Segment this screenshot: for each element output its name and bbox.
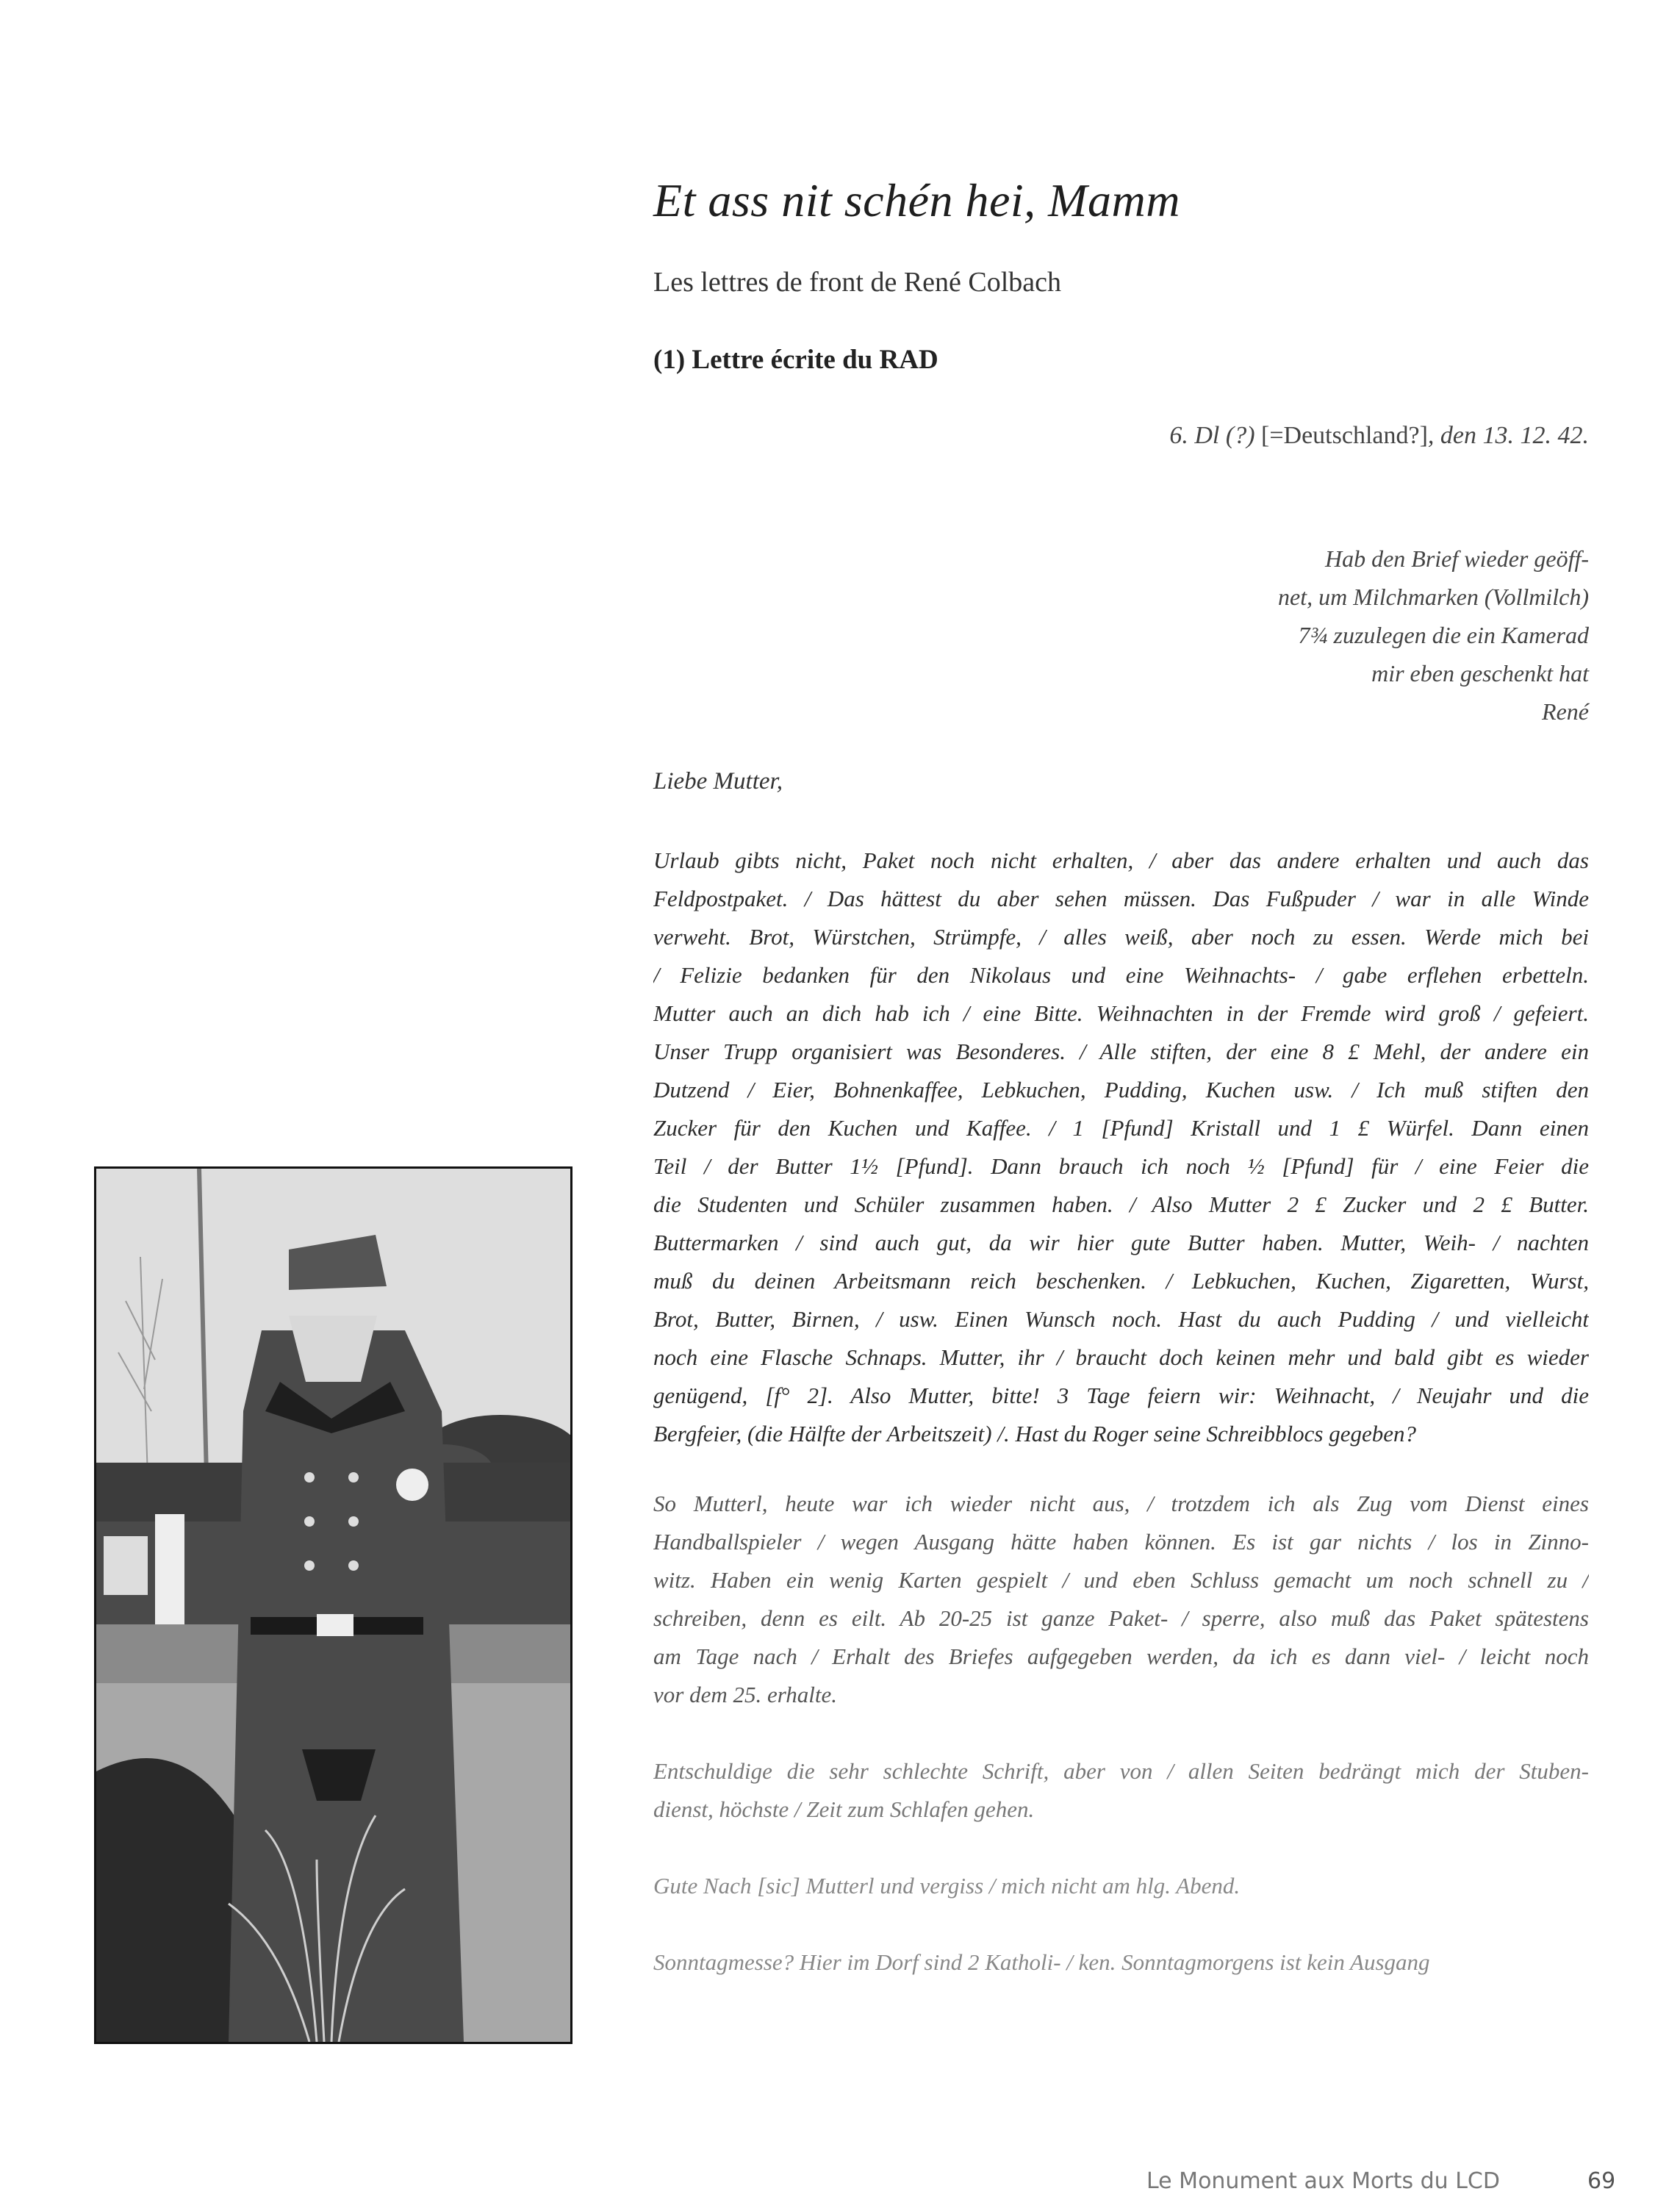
running-footer: Le Monument aux Morts du LCD [1146, 2168, 1500, 2194]
postscript-line: mir eben geschenkt hat [1371, 660, 1589, 686]
soldier-photograph [94, 1166, 572, 2044]
text-line: verweht. Brot, Würstchen, Strümpfe, / alles weiß, aber noch zu essen. Werde mich bei [653, 924, 1589, 950]
article-subtitle: Les lettres de front de René Colbach [653, 267, 1062, 298]
postscript-line: Hab den Brief wieder geöff- [1324, 545, 1589, 572]
letter-paragraph [653, 1752, 1589, 1829]
text-line: muß du deinen Arbeitsmann reich beschenken. / Lebkuchen, Kuchen, Zigaretten, Wurst, [653, 1268, 1589, 1294]
text-line: vor dem 25. erhalte. [653, 1682, 837, 1707]
text-line: die Studenten und Schüler zusammen haben. / Also Mutter 2 £ Zucker und 2 £ Butter. [653, 1191, 1589, 1217]
letter-paragraph [653, 1485, 1589, 1714]
text-line: Dutzend / Eier, Bohnenkaffee, Lebkuchen, Pudding, Kuchen usw. / Ich muß stiften den [653, 1077, 1589, 1103]
date-prefix: 6. Dl (?) [1169, 422, 1262, 449]
postscript [1278, 539, 1589, 731]
text-line: Entschuldige die sehr schlechte Schrift, aber von / allen Seiten bedrängt mich der Stuben- [653, 1758, 1589, 1784]
salutation: Liebe Mutter, [653, 768, 783, 795]
text-line: Mutter auch an dich hab ich / eine Bitte. Weihnachten in der Fremde wird groß / gefeiert. [653, 1000, 1589, 1026]
text-line: Feldpostpaket. / Das hättest du aber sehen müssen. Das Fußpuder / war in alle Winde [653, 886, 1589, 911]
text-line: noch eine Flasche Schnaps. Mutter, ihr / braucht doch keinen mehr und bald gibt es wieder [653, 1344, 1589, 1370]
photo-image [96, 1169, 570, 2042]
text-line: Urlaub gibts nicht, Paket noch nicht erhalten, / aber das andere erhalten und auch das [653, 847, 1589, 873]
postscript-line: net, um Milchmarken (Vollmilch) [1278, 584, 1589, 610]
text-line: genügend, [f° 2]. Also Mutter, bitte! 3 Tage feiern wir: Weihnacht, / Neujahr und die [653, 1383, 1589, 1408]
article-title: Et ass nit schén hei, Mamm [653, 174, 1180, 226]
text-line: dienst, höchste / Zeit zum Schlafen gehen. [653, 1796, 1035, 1822]
text-line: Sonntagmesse? Hier im Dorf sind 2 Katholi- / ken. Sonntagmorgens ist kein Ausgang [653, 1949, 1430, 1975]
postscript-signature: René [1542, 698, 1589, 725]
text-line: Handballspieler / wegen Ausgang hätte haben können. Es ist gar nichts / los in Zinno- [653, 1529, 1589, 1555]
letter-paragraph [653, 1943, 1589, 1982]
text-line: witz. Haben ein wenig Karten gespielt / und eben Schluss gemacht um noch schnell zu / [653, 1567, 1589, 1593]
text-line: Unser Trupp organisiert was Besonderes. / Alle stiften, der eine 8 £ Mehl, der andere ein [653, 1039, 1589, 1064]
postscript-line: 7¾ zuzulegen die ein Kamerad [1298, 622, 1589, 648]
text-line: / Felizie bedanken für den Nikolaus und eine Weihnachts- / gabe erflehen erbetteln. [653, 962, 1589, 988]
text-line: Teil / der Butter 1½ [Pfund]. Dann brauch ich noch ½ [Pfund] für / eine Feier die [653, 1153, 1589, 1179]
letter-paragraph [653, 1867, 1589, 1905]
text-line: Brot, Butter, Birnen, / usw. Einen Wunsch noch. Hast du auch Pudding / und vielleicht [653, 1306, 1589, 1332]
letter-date [1169, 422, 1589, 450]
date-suffix: , den 13. 12. 42. [1427, 422, 1589, 449]
text-line: Zucker für den Kuchen und Kaffee. / 1 [Pfund] Kristall und 1 £ Würfel. Dann einen [653, 1115, 1589, 1141]
section-heading: (1) Lettre écrite du RAD [653, 345, 938, 375]
text-line: schreiben, denn es eilt. Ab 20-25 ist ganze Paket- / sperre, also muß das Paket spätestens [653, 1605, 1589, 1631]
text-line: Gute Nach [sic] Mutterl und vergiss / mich nicht am hlg. Abend. [653, 1873, 1241, 1899]
text-line: So Mutterl, heute war ich wieder nicht aus, / trotzdem ich als Zug vom Dienst eines [653, 1491, 1589, 1516]
page-number: 69 [1587, 2168, 1616, 2194]
text-line: Bergfeier, (die Hälfte der Arbeitszeit) /. Hast du Roger seine Schreibblocs gegeben? [653, 1421, 1416, 1446]
letter-paragraph [653, 842, 1589, 1453]
text-line: am Tage nach / Erhalt des Briefes aufgegeben werden, da ich es dann viel- / leicht noch [653, 1643, 1589, 1669]
text-line: Buttermarken / sind auch gut, da wir hier gute Butter haben. Mutter, Weih- / nachten [653, 1230, 1589, 1255]
date-bracket: [=Deutschland?] [1261, 422, 1428, 449]
